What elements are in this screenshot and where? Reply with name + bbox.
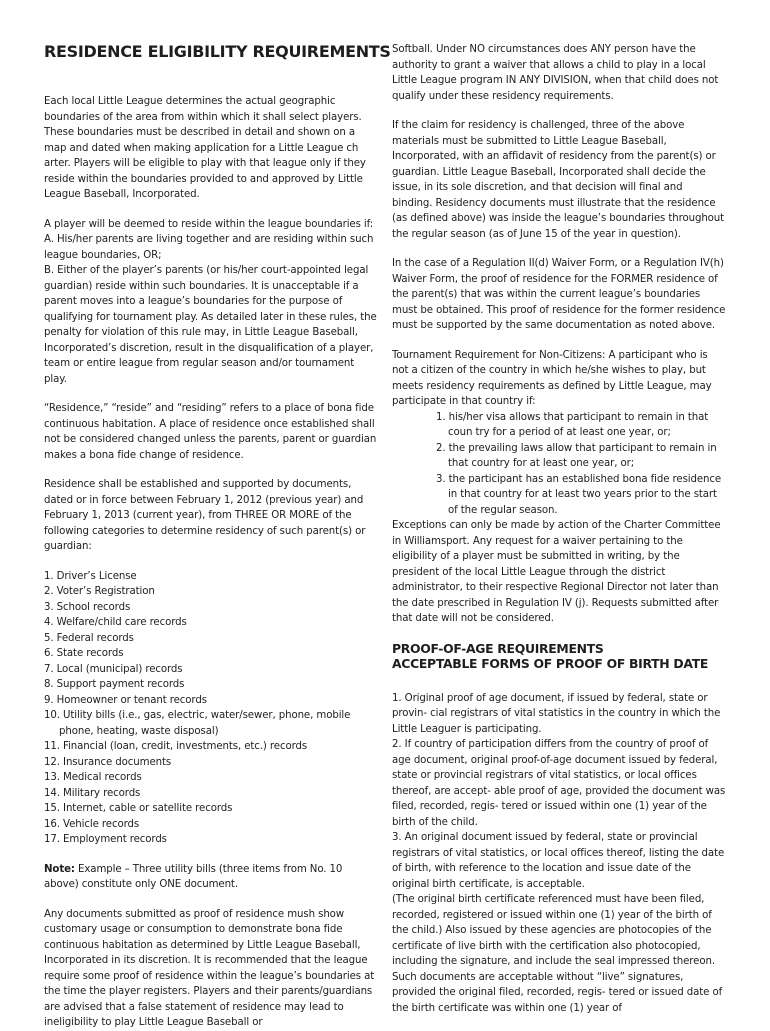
section-heading-proof-of-age	[392, 641, 726, 671]
paragraph-non-citizens: Tournament Requirement for Non-Citizens: A participant who is not a citizen of the country in which he/she wishes to play, but meets residency requirements as defined by Little League, may participate in that country if:	[392, 349, 712, 407]
heading-line-1: PROOF-OF-AGE REQUIREMENTS	[392, 640, 604, 656]
paragraph-exceptions: Exceptions can only be made by action of the Charter Committee in Williamsport. Any request for a waiver pertaining to the eligibility of a player must be submitted in writing, by the president of the local Little League through the district administrator, to their respective Regional Director not later than the date prescribed in Regulation IV (j). Requests submitted after that date will not be considered.	[392, 520, 721, 624]
list-item: 16. Vehicle records	[44, 818, 140, 830]
list-item: 17. Employment records	[44, 834, 167, 845]
paragraph-reside-a: A. His/her parents are living together and are residing within such league boundaries, OR;	[44, 234, 374, 261]
paragraph-reside-b: B. Either of the player’s parents (or his/her court-appointed legal guardian) reside within such boundaries. It is unacceptable if a parent moves into a league’s boundaries for the purpose of qualifying for tournament play. As detailed later in these rules, the penalty for violation of this rule may, in Little League Baseball, Incorporated’s discretion, result in the disqualification of a player, team or entire league from regular season and/or tournament play.	[44, 265, 377, 385]
paragraph-reside-intro: A player will be deemed to reside within the league boundaries if:	[44, 218, 374, 230]
list-item: 3. School records	[44, 601, 131, 613]
paragraph-documents: Residence shall be established and supported by documents, dated or in force between February 1, 2012 (previous year) and February 1, 2013 (current year), from THREE OR MORE of the following categories to determine residency of such parent(s) or guardian:	[44, 479, 366, 552]
right-column	[392, 42, 726, 1016]
paragraph-note	[44, 862, 380, 893]
document-category-list	[44, 569, 380, 848]
left-column	[44, 42, 391, 1031]
list-item: 6. State records	[44, 648, 124, 659]
list-item: 12. Insurance documents	[44, 756, 172, 768]
list-item: 13. Medical records	[44, 772, 142, 783]
list-item: 10. Utility bills (i.e., gas, electric, water/sewer, phone, mobile phone, heating, waste disposal)	[44, 710, 351, 737]
note-text: Example – Three utility bills (three items from No. 10 above) constitute only ONE document.	[44, 863, 343, 890]
list-item: 5. Federal records	[44, 632, 134, 644]
paragraph-proof-3: 3. An original document issued by federal, state or provincial registrars of vital statistics, or local offices thereof, listing the date of birth, with reference to the location and issue date of the original birth certificate, is acceptable.	[392, 832, 725, 890]
non-citizen-conditions-list	[392, 410, 726, 519]
list-item: 11. Financial (loan, credit, investments, etc.) records	[44, 741, 308, 752]
paragraph-softball: Softball. Under NO circumstances does ANY person have the authority to grant a waiver that allows a child to play in a local Little League program IN ANY DIVISION, when that child does not qualify under these residency requirements.	[392, 44, 719, 102]
paragraph-habitation: Any documents submitted as proof of residence mush show customary usage or consumption to demonstrate bona fide continuous habitation as determined by Little League Baseball, Incorporated in its discretion. It is recommended that the league require some proof of residence within the league’s boundaries at the time the player registers. Players and their parents/guardians are advised that a false statement of residence may lead to ineligibility to play Little League Baseball or	[44, 908, 375, 1028]
paragraph-waiver-form: In the case of a Regulation II(d) Waiver Form, or a Regulation IV(h) Waiver Form, the proof of residence for the FORMER residence of the parent(s) that was within the current league’s boundaries must be obtained. This proof of residence for the former residence must be supported by the same documentation as noted above.	[392, 258, 726, 331]
list-item: 4. Welfare/child care records	[44, 617, 187, 628]
page-title: RESIDENCE ELIGIBILITY REQUIREMENTS	[44, 42, 391, 61]
list-item: 2. the prevailing laws allow that participant to remain in that country for at least one year, or;	[436, 442, 717, 469]
list-item: 9. Homeowner or tenant records	[44, 694, 207, 706]
heading-line-2: ACCEPTABLE FORMS OF PROOF OF BIRTH DATE	[392, 655, 709, 671]
paragraph-boundaries: Each local Little League determines the actual geographic boundaries of the area from within which it shall select players. These boundaries must be described in detail and shown on a map and dated when making application for a Little League ch arter. Players will be eligible to play with that league only if they reside within the boundaries provided to and approved by Little League Baseball, Incorporated.	[44, 96, 366, 200]
paragraph-proof-2: 2. If country of participation differs from the country of proof of age document, original proof-of-age document issued by federal, state or provincial registrars of vital statistics, or local offices thereof, are accept- able proof of age, provided the document was filed, recorded, regis- tered or issued within one (1) year of the birth of the child.	[392, 739, 726, 828]
list-item: 2. Voter’s Registration	[44, 586, 155, 597]
list-item: 7. Local (municipal) records	[44, 663, 183, 675]
paragraph-proof-4: (The original birth certificate referenced must have been filed, recorded, registered or issued within one (1) year of the birth of the child.) Also issued by these agencies are photocopies of the certificate of live birth with the certification also photocopied, including the signature, and include the seal impressed thereon. Such documents are acceptable without “live” signatures, provided the original filed, recorded, regis- tered or issued date of the birth certificate was within one (1) year of	[392, 894, 723, 1014]
paragraph-proof-1: 1. Original proof of age document, if issued by federal, state or provin- cial registrars of vital statistics in the country in which the Little Leaguer is participating.	[392, 692, 721, 735]
note-label: Note:	[44, 863, 75, 875]
list-item: 1. his/her visa allows that participant to remain in that coun try for a period of at least one year, or;	[436, 411, 709, 438]
list-item: 14. Military records	[44, 787, 141, 799]
paragraph-challenge: If the claim for residency is challenged, three of the above materials must be submitted to Little League Baseball, Incorporated, with an affidavit of residency from the parent(s) or guardian. Little League Baseball, Incorporated shall decide the issue, in its sole discretion, and that decision will final and binding. Residency documents must illustrate that the residence (as defined above) was inside the league’s boundaries throughout the regular season (as of June 15 of the year in question).	[392, 120, 725, 240]
list-item: 1. Driver’s License	[44, 570, 137, 582]
list-item: 8. Support payment records	[44, 679, 185, 690]
paragraph-residence-definition: “Residence,” “reside” and “residing” refers to a place of bona fide continuous habitation. A place of residence once established shall not be considered changed unless the parents, parent or guardian makes a bona fide change of residence.	[44, 403, 377, 461]
list-item: 3. the participant has an established bona fide residence in that country for at least two years prior to the start of the regular season.	[436, 473, 722, 516]
list-item: 15. Internet, cable or satellite records	[44, 803, 233, 814]
